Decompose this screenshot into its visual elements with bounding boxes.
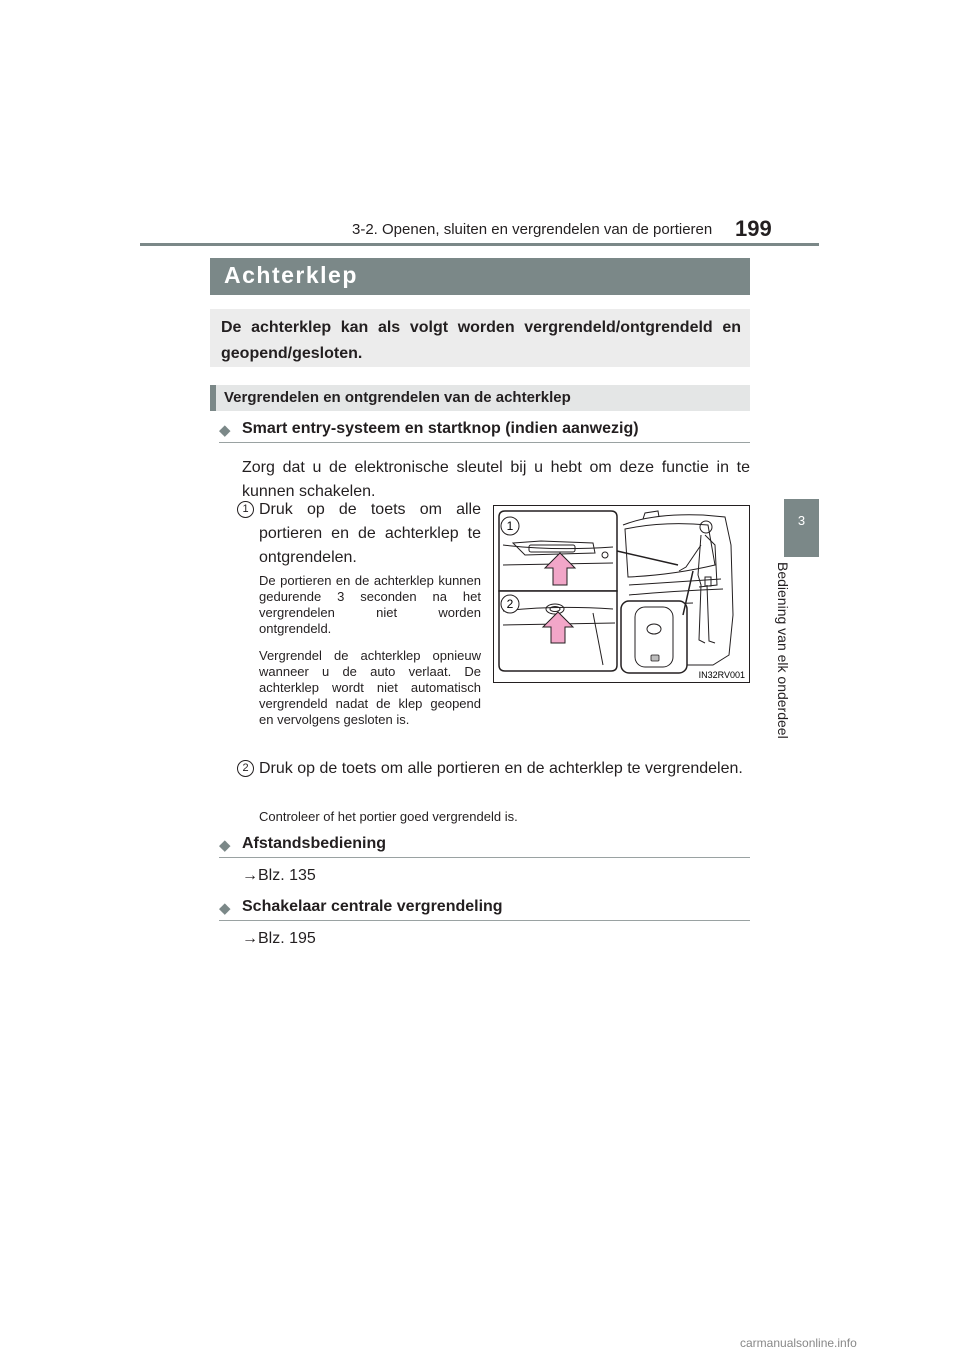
running-head: 3-2. Openen, sluiten en vergrendelen van de portieren [352,221,713,238]
step-2-text: Druk op de toets om alle portieren en de achterklep te vergrendelen. [259,760,743,777]
diamond-icon: ◆ [219,422,231,439]
illustration-svg [493,505,750,683]
subheading-text: Afstandsbediening [242,835,387,852]
callout-1-label: 1 [506,519,514,533]
title-bar [210,258,750,295]
chapter-tab: 3 [784,499,819,557]
step-1-note-2: Vergrendel de achterklep opnieuw wanneer u de auto verlaat. De achterklep wordt niet automatisch vergrendeld nadat de klep geopend en vervolgens gesloten is. [259,648,481,727]
central-lock-page-ref[interactable]: →Blz. 195 [242,930,316,947]
subheading-remote [219,832,750,858]
chapter-label-text: Bediening van elk onderdeel [775,562,791,739]
step-2-note: Controleer of het portier goed vergrendeld is. [259,809,518,824]
step-1-marker: 1 [237,501,254,518]
diamond-icon: ◆ [219,900,231,917]
subheading-central-lock [219,895,750,921]
step-1-text: Druk op de toets om alle portieren en de achterklep te ontgrendelen. [259,501,481,566]
subheading-text: Smart entry-systeem en startknop (indien aanwezig) [242,420,639,437]
callout-2-label: 2 [506,597,514,611]
subheading-smart-entry [219,417,750,443]
step-1-note-1: De portieren en de achterklep kunnen gedurende 3 seconden na het vergrendelen niet worden ontgrendeld. [259,573,481,636]
page-title: Achterklep [224,262,358,288]
intro-box [210,309,750,367]
tailgate-illustration [493,505,750,683]
page-number: 199 [735,216,772,241]
chapter-label [775,562,815,762]
footer-watermark: carmanualsonline.info [740,1336,857,1350]
section-heading: Vergrendelen en ontgrendelen van de achterklep [224,389,571,406]
header-rule [140,243,819,246]
section-heading-bar [210,385,750,411]
illustration-code: IN32RV001 [698,670,745,680]
diamond-icon: ◆ [219,837,231,854]
step-2-marker: 2 [237,760,254,777]
intro-text: De achterklep kan als volgt worden vergrendeld/ontgrendeld en geopend/gesloten. [221,319,741,362]
subheading-text: Schakelaar centrale vergrendeling [242,898,503,915]
smart-entry-body: Zorg dat u de elektronische sleutel bij u hebt om deze functie in te kunnen schakelen. [242,459,750,500]
remote-page-ref[interactable]: →Blz. 135 [242,867,316,884]
